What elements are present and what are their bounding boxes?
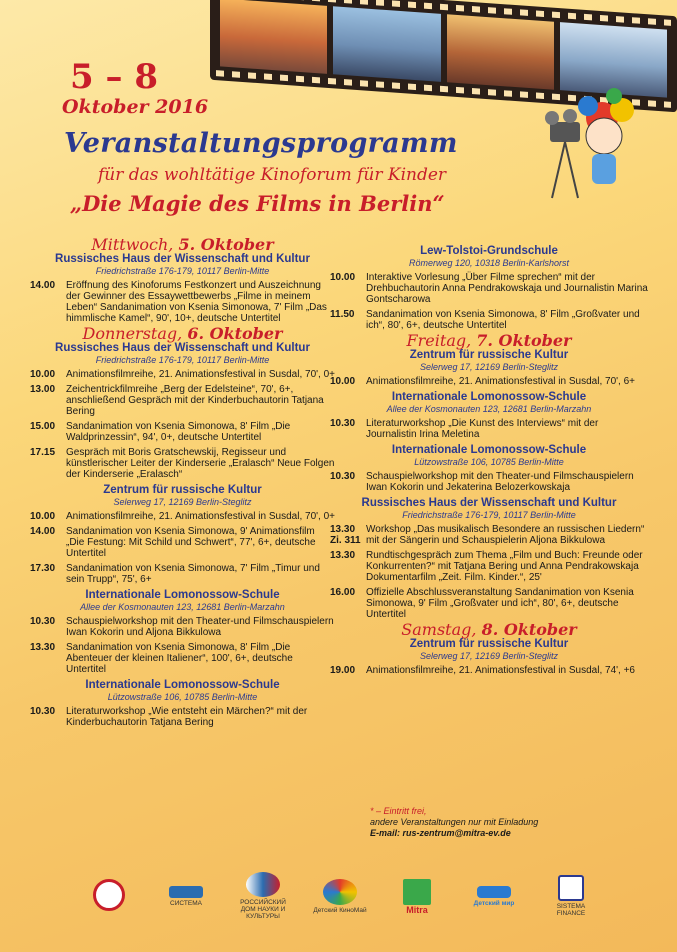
event-time: 15.00 bbox=[30, 421, 56, 432]
event-description: Offizielle Abschlussveranstaltung Sandanimation von Ksenia Simonowa, 9' Film „Großvater und ich“, 80', 6+, deutsche Untertitel bbox=[366, 587, 634, 620]
event-time-start: 13.30 bbox=[330, 524, 356, 535]
event-time: 11.50 bbox=[330, 309, 355, 320]
day-weekday: Freitag, bbox=[406, 331, 472, 350]
event-time: 10.00 bbox=[30, 511, 56, 522]
venue-address: Friedrichstraße 176-179, 10117 Berlin-Mitte bbox=[402, 510, 576, 520]
mascot-girl-camera-illustration bbox=[530, 88, 640, 203]
bird-icon bbox=[246, 872, 280, 897]
event-time: 10.30 bbox=[330, 471, 356, 482]
venue-address: Lützowstraße 106, 10785 Berlin-Mitte bbox=[414, 457, 564, 467]
event-row bbox=[30, 447, 335, 480]
event-description: Animationsfilmreihe, 21. Animationsfestival in Susdal, 70', 6+ bbox=[366, 376, 635, 387]
mitra-icon bbox=[403, 879, 431, 905]
logo-sistema-finance bbox=[542, 872, 600, 920]
event-description: Animationsfilmreihe, 21. Animationsfestival in Susdal, 70', 0+ bbox=[66, 369, 335, 380]
venue-name: Internationale Lomonossow-Schule bbox=[85, 679, 280, 691]
program-right-column bbox=[330, 245, 648, 680]
event-row-free bbox=[30, 421, 335, 443]
film-frame-bridge bbox=[220, 0, 327, 74]
festival-name: „Die Magie des Films in Berlin“ bbox=[70, 191, 445, 216]
venue-name: Russisches Haus der Wissenschaft und Kultur bbox=[55, 342, 310, 354]
event-description: Sandanimation von Ksenia Simonowa, 8' Film „Großvater und ich“, 80', 6+, deutsche Untertitel bbox=[366, 309, 640, 331]
venue-address: Friedrichstraße 176-179, 10117 Berlin-Mitte bbox=[95, 266, 270, 276]
venue-address: Selerweg 17, 12169 Berlin-Steglitz bbox=[419, 362, 559, 372]
day-heading-saturday bbox=[330, 620, 648, 639]
venue-name: Internationale Lomonossow-Schule bbox=[391, 391, 587, 403]
sistema-icon bbox=[169, 886, 203, 898]
logo-label: SISTEMA FINANCE bbox=[556, 903, 586, 917]
event-row bbox=[330, 471, 648, 493]
event-row bbox=[30, 369, 335, 380]
event-time: 10.30 bbox=[30, 616, 56, 627]
footnote-email: E-mail: rus-zentrum@mitra-ev.de bbox=[370, 828, 511, 838]
venue-address: Selerweg 17, 12169 Berlin-Steglitz bbox=[113, 497, 252, 507]
event-description: Rundtischgespräch zum Thema „Film und Buch: Freunde oder Konkurrenten?“ mit Tatjana Bering und Anna Pendrakowskaja Dokumentarfilm „Zeit. Film. Kinder.“, 25' bbox=[366, 550, 643, 583]
venue-name: Russisches Haus der Wissenschaft und Kultur bbox=[361, 497, 617, 509]
dates-month: Oktober 2016 bbox=[62, 96, 209, 118]
day-date: 5. Oktober bbox=[178, 235, 274, 254]
event-description: Sandanimation von Ksenia Simonowa, 8' Film „Die Waldprinzessin“, 94', 0+, deutsche Untertitel bbox=[66, 421, 291, 443]
venue-name: Internationale Lomonossow-Schule bbox=[85, 589, 280, 601]
day-date: 8. Oktober bbox=[481, 620, 577, 639]
emblem-icon bbox=[93, 879, 125, 911]
festival-dates bbox=[62, 57, 209, 118]
event-row bbox=[330, 418, 648, 440]
event-row-free bbox=[330, 587, 648, 620]
event-description: Workshop „Das musikalisch Besondere an russischen Liedern“ mit der Sängerin und Schauspielerin Aljona Bikkulowa bbox=[366, 524, 645, 546]
venue-address: Allee der Kosmonauten 123, 12681 Berlin-Marzahn bbox=[80, 602, 285, 612]
event-description: Animationsfilmreihe, 21. Animationsfestival in Susdal, 74', +6 bbox=[366, 665, 635, 676]
event-row bbox=[30, 526, 335, 559]
event-row-free bbox=[330, 665, 648, 676]
event-row bbox=[30, 280, 335, 324]
event-row bbox=[30, 642, 335, 675]
event-description: Eröffnung des Kinoforums Festkonzert und Auszeichnung der Gewinner des Essaywettbewerbs „Filme in meinem Leben“ Sandanimation von Ksenia Simonowa, 7' Film „Das himmlische Kamel“, 90', 10+, deutsche Untertitel bbox=[66, 280, 327, 324]
venue-name: Zentrum für russische Kultur bbox=[409, 638, 569, 650]
event-time: 10.00 bbox=[330, 376, 356, 387]
event-description: Interaktive Vorlesung „Über Filme sprechen“ mit der Drehbuchautorin Anna Pendrakowskaja und Journalistin Marina Gontscharowa bbox=[366, 272, 648, 305]
event-time: 17.30 bbox=[30, 563, 56, 574]
event-time bbox=[330, 524, 366, 546]
venue-address: Lützowstraße 106, 10785 Berlin-Mitte bbox=[107, 692, 258, 702]
venue-name: Zentrum für russische Kultur bbox=[409, 349, 569, 361]
logo-detskiy-kinomay bbox=[311, 872, 369, 920]
venue-name: Lew-Tolstoi-Grundschule bbox=[420, 245, 558, 257]
sistema-finance-icon bbox=[558, 875, 584, 901]
event-time: 13.30 bbox=[30, 642, 56, 653]
event-description: Schauspielworkshop mit den Theater-und Filmschauspielern Iwan Kokorin und Jekaterina Belozerkowskaja bbox=[366, 471, 634, 493]
venue-name: Zentrum für russische Kultur bbox=[103, 484, 262, 496]
day-heading-thursday bbox=[30, 324, 335, 343]
logo-detskiy-mir bbox=[465, 872, 523, 920]
footnote bbox=[370, 806, 538, 839]
logo-label: РОССИЙСКИЙ ДОМ НАУКИ И КУЛЬТУРЫ bbox=[240, 899, 286, 920]
event-row bbox=[30, 706, 335, 728]
logo-russian-house bbox=[234, 872, 292, 920]
logo-label: Детский КиноМай bbox=[313, 906, 367, 914]
event-room: Zi. 311 bbox=[330, 535, 361, 546]
footnote-free-entry: * – Eintritt frei, bbox=[370, 806, 427, 816]
footnote-invitation: andere Veranstaltungen nur mit Einladung bbox=[370, 817, 539, 827]
event-row bbox=[330, 376, 648, 387]
event-time: 10.30 bbox=[330, 418, 356, 429]
event-row bbox=[330, 272, 648, 305]
event-row bbox=[30, 384, 335, 417]
venue-address: Römerweg 120, 10318 Berlin-Karlshorst bbox=[408, 258, 570, 268]
logo-sistema bbox=[157, 872, 215, 920]
event-description: Gespräch mit Boris Gratschewskij, Regisseur und künstlerischer Leiter der Kinderserie „Eralasch“ Neue Folgen der Kinderserie „Eralasch“ bbox=[66, 447, 335, 480]
event-time: 10.30 bbox=[30, 706, 56, 717]
event-row bbox=[330, 309, 648, 331]
day-weekday: Donnerstag, bbox=[82, 324, 183, 343]
event-row bbox=[30, 616, 335, 638]
day-weekday: Mittwoch, bbox=[91, 235, 174, 254]
logo-label: СИСТЕМА bbox=[170, 899, 202, 907]
event-time: 10.00 bbox=[30, 369, 56, 380]
day-weekday: Samstag, bbox=[401, 620, 477, 639]
event-row-free bbox=[30, 563, 335, 585]
event-description: Sandanimation von Ksenia Simonowa, 9' Animationsfilm „Die Festung: Mit Schild und Schwert“, 77', 6+, deutsche Untertitel bbox=[66, 526, 316, 559]
event-description: Sandanimation von Ksenia Simonowa, 7' Film „Timur und sein Trupp“, 75', 6+ bbox=[66, 563, 320, 585]
logo-mitra bbox=[388, 872, 446, 920]
event-time: 13.30 bbox=[330, 550, 356, 561]
event-time: 10.00 bbox=[330, 272, 356, 283]
film-frame-river bbox=[560, 22, 667, 97]
event-description: Sandanimation von Ksenia Simonowa, 8' Film „Die Abenteuer der kleinen Italiener“, 100', 6+, deutsche Untertitel bbox=[66, 642, 293, 675]
day-date: 7. Oktober bbox=[476, 331, 572, 350]
venue-name: Russisches Haus der Wissenschaft und Kultur bbox=[55, 253, 310, 265]
logo-label: Mitra bbox=[406, 904, 428, 915]
event-row bbox=[30, 511, 335, 522]
venue-address: Selerweg 17, 12169 Berlin-Steglitz bbox=[419, 651, 559, 661]
event-time: 14.00 bbox=[30, 280, 56, 291]
event-time: 13.00 bbox=[30, 384, 56, 395]
film-frame-kremlin bbox=[447, 14, 554, 89]
logo-emblem bbox=[80, 872, 138, 920]
venue-name: Internationale Lomonossow-Schule bbox=[391, 444, 587, 456]
event-row bbox=[330, 524, 648, 546]
venue-address: Allee der Kosmonauten 123, 12681 Berlin-Marzahn bbox=[386, 404, 592, 414]
day-date: 6. Oktober bbox=[187, 324, 283, 343]
page-subtitle: für das wohltätige Kinoforum für Kinder bbox=[98, 165, 447, 185]
event-description: Literaturworkshop „Die Kunst des Interviews“ mit der Journalistin Irina Meletina bbox=[366, 418, 599, 440]
sponsor-logos bbox=[80, 866, 600, 926]
event-description: Animationsfilmreihe, 21. Animationsfestival in Susdal, 70', 0+ bbox=[66, 511, 335, 522]
event-time: 14.00 bbox=[30, 526, 56, 537]
detskiy-mir-icon bbox=[477, 886, 511, 898]
venue-address: Friedrichstraße 176-179, 10117 Berlin-Mitte bbox=[95, 355, 270, 365]
page-title: Veranstaltungsprogramm bbox=[64, 128, 458, 159]
film-frame-church bbox=[333, 6, 440, 81]
event-time: 19.00 bbox=[330, 665, 356, 676]
day-heading-wednesday bbox=[30, 235, 335, 254]
event-description: Schauspielworkshop mit den Theater-und Filmschauspielern Iwan Kokorin und Aljona Bikkulowa bbox=[66, 616, 334, 638]
dates-range: 5 – 8 bbox=[70, 57, 158, 97]
logo-label: Детский мир bbox=[473, 899, 515, 907]
program-left-column bbox=[30, 237, 335, 732]
event-description: Zeichentrickfilmreihe „Berg der Edelsteine“, 70', 6+, anschließend Gespräch mit der Kinderbuchautorin Tatjana Bering bbox=[66, 384, 324, 417]
kinomay-icon bbox=[323, 879, 357, 905]
event-time: 17.15 bbox=[30, 447, 56, 458]
event-description: Literaturworkshop „Wie entsteht ein Märchen?“ mit der Kinderbuchautorin Tatjana Bering bbox=[66, 706, 308, 728]
event-row-free bbox=[330, 550, 648, 583]
event-time: 16.00 bbox=[330, 587, 356, 598]
day-heading-friday bbox=[330, 331, 648, 350]
